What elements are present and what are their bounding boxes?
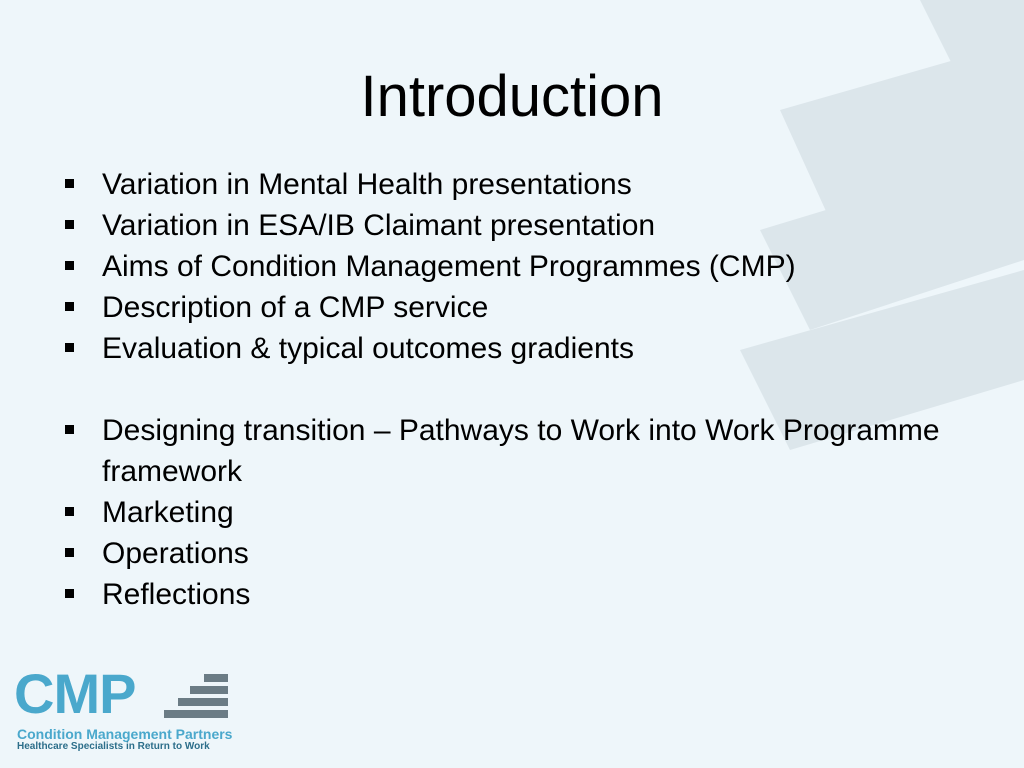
bullet-item: Operations	[62, 533, 962, 574]
square-bullet-icon	[65, 507, 74, 516]
cmp-logo	[14, 662, 233, 752]
logo-tagline: Healthcare Specialists in Return to Work	[17, 741, 210, 752]
steps-icon	[164, 674, 228, 722]
square-bullet-icon	[65, 343, 74, 352]
bullet-item: Variation in ESA/IB Claimant presentation	[62, 205, 962, 246]
bullet-item: Variation in Mental Health presentations	[62, 164, 962, 205]
bullet-list	[62, 164, 962, 615]
square-bullet-icon	[65, 220, 74, 229]
bullet-item: Reflections	[62, 574, 962, 615]
bullet-item: Evaluation & typical outcomes gradients	[62, 328, 962, 369]
slide-title: Introduction	[360, 64, 664, 129]
square-bullet-icon	[65, 548, 74, 557]
logo-company-name: Condition Management Partners	[17, 726, 233, 742]
square-bullet-icon	[65, 302, 74, 311]
square-bullet-icon	[65, 261, 74, 270]
square-bullet-icon	[65, 179, 74, 188]
square-bullet-icon	[65, 425, 74, 434]
logo-acronym: CMP	[14, 662, 136, 725]
bullet-item: Marketing	[62, 492, 962, 533]
bullet-item: Description of a CMP service	[62, 287, 962, 328]
square-bullet-icon	[65, 589, 74, 598]
bullet-item: Designing transition – Pathways to Work into Work Programme framework	[62, 410, 962, 492]
bullet-item: Aims of Condition Management Programmes (CMP)	[62, 246, 962, 287]
